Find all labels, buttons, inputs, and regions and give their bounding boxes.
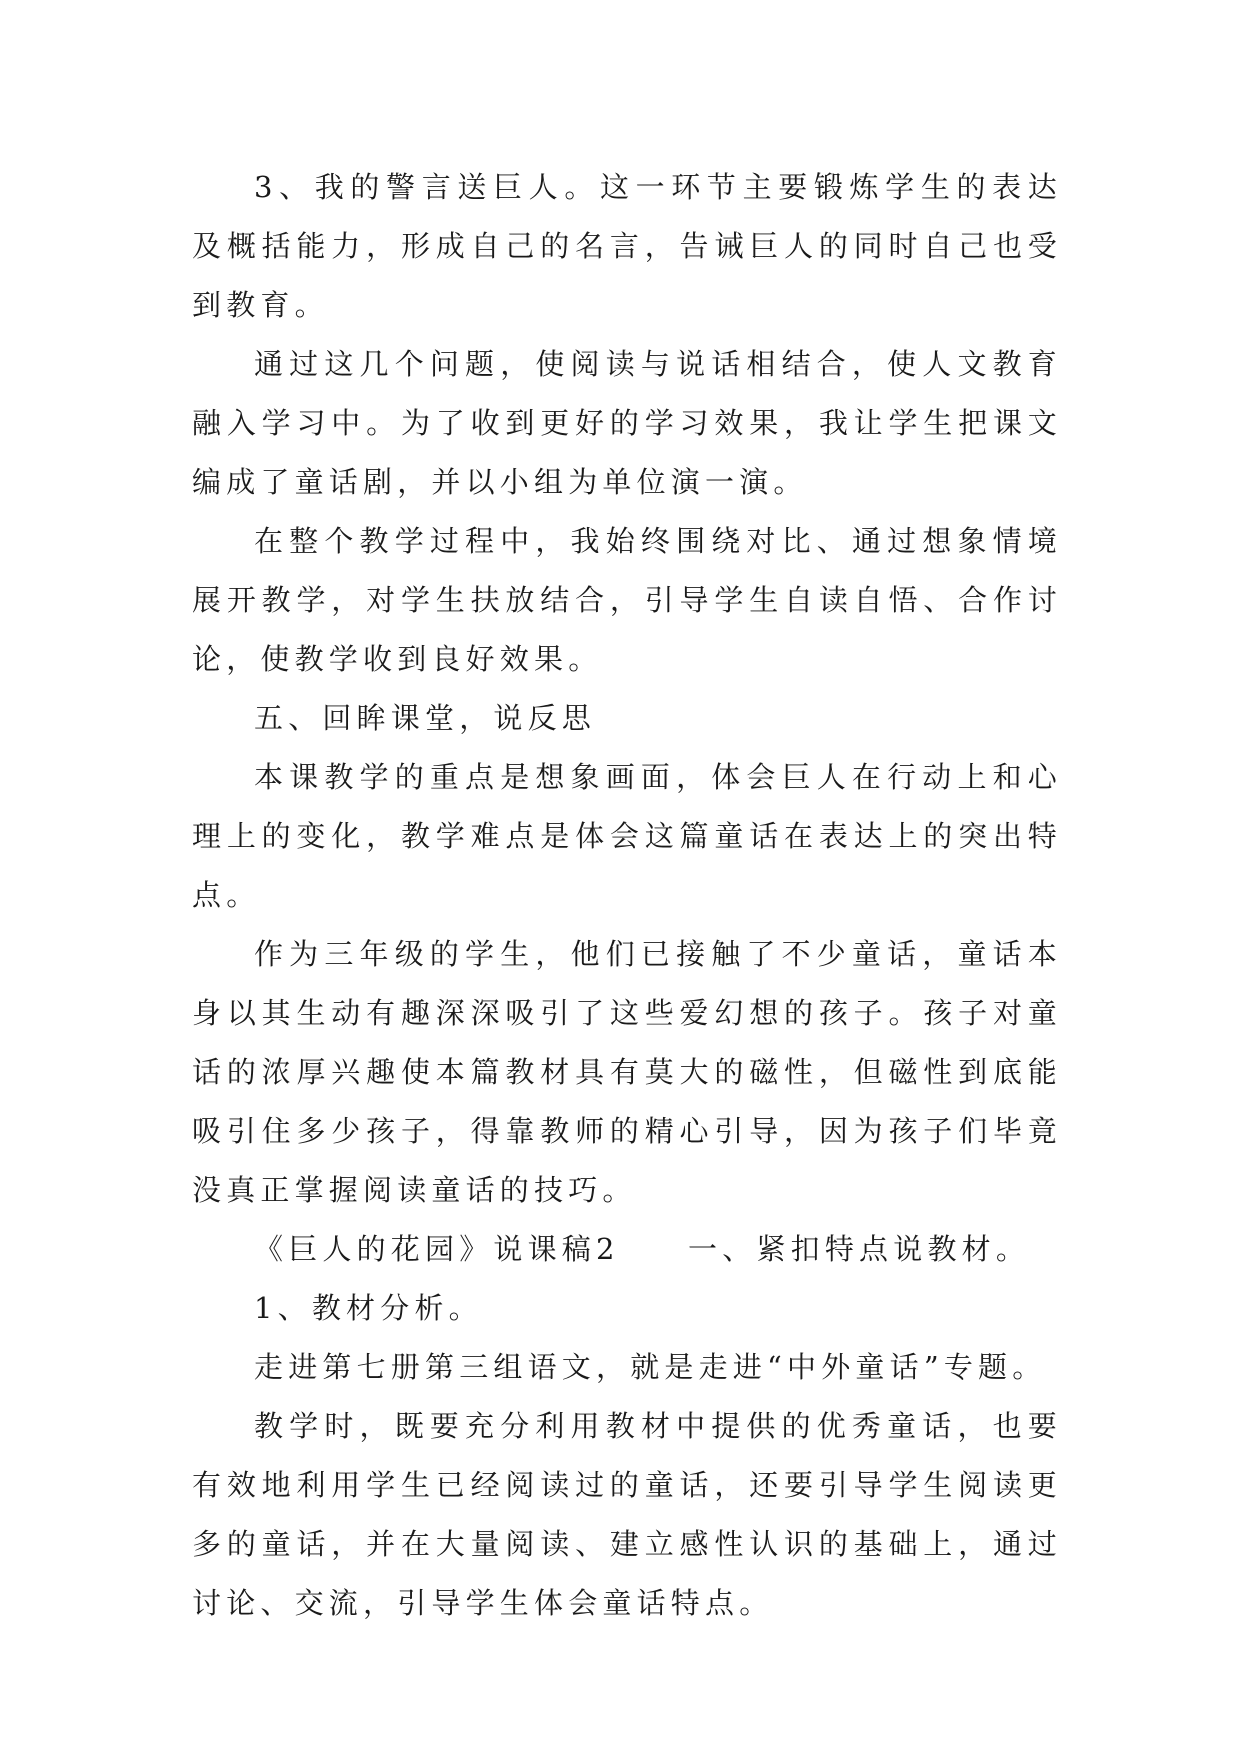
paragraph-warning-words: 3、我的警言送巨人。这一环节主要锻炼学生的表达及概括能力，形成自己的名言，告诫巨人的同时自己也受到教育。 bbox=[192, 170, 1062, 322]
document-page bbox=[192, 158, 1062, 1633]
paragraph-fairy-tale-topic: 走进第七册第三组语文，就是走进“中外童话”专题。 bbox=[254, 1350, 1047, 1384]
document-title-line: 《巨人的花园》说课稿2 一、紧扣特点说教材。 bbox=[254, 1232, 1031, 1266]
paragraph-reading-speaking: 通过这几个问题，使阅读与说话相结合，使人文教育融入学习中。为了收到更好的学习效果，我让学生把课文编成了童话剧，并以小组为单位演一演。 bbox=[192, 347, 1062, 499]
section-heading-reflection: 五、回眸课堂，说反思 bbox=[254, 701, 597, 735]
paragraph-key-points: 本课教学的重点是想象画面，体会巨人在行动上和心理上的变化，教学难点是体会这篇童话在表达上的突出特点。 bbox=[192, 760, 1062, 912]
paragraph-students: 作为三年级的学生，他们已接触了不少童话，童话本身以其生动有趣深深吸引了这些爱幻想的孩子。孩子对童话的浓厚兴趣使本篇教材具有莫大的磁性，但磁性到底能吸引住多少孩子，得靠教师的精心引导，因为孩子们毕竟没真正掌握阅读童话的技巧。 bbox=[192, 937, 1062, 1207]
paragraph-teaching-process: 在整个教学过程中，我始终围绕对比、通过想象情境展开教学，对学生扶放结合，引导学生自读自悟、合作讨论，使教学收到良好效果。 bbox=[192, 524, 1062, 676]
paragraph-teaching-method: 教学时，既要充分利用教材中提供的优秀童话，也要有效地利用学生已经阅读过的童话，还要引导学生阅读更多的童话，并在大量阅读、建立感性认识的基础上，通过讨论、交流，引导学生体会童话特点。 bbox=[192, 1409, 1062, 1620]
subheading-material-analysis: 1、教材分析。 bbox=[254, 1291, 483, 1325]
